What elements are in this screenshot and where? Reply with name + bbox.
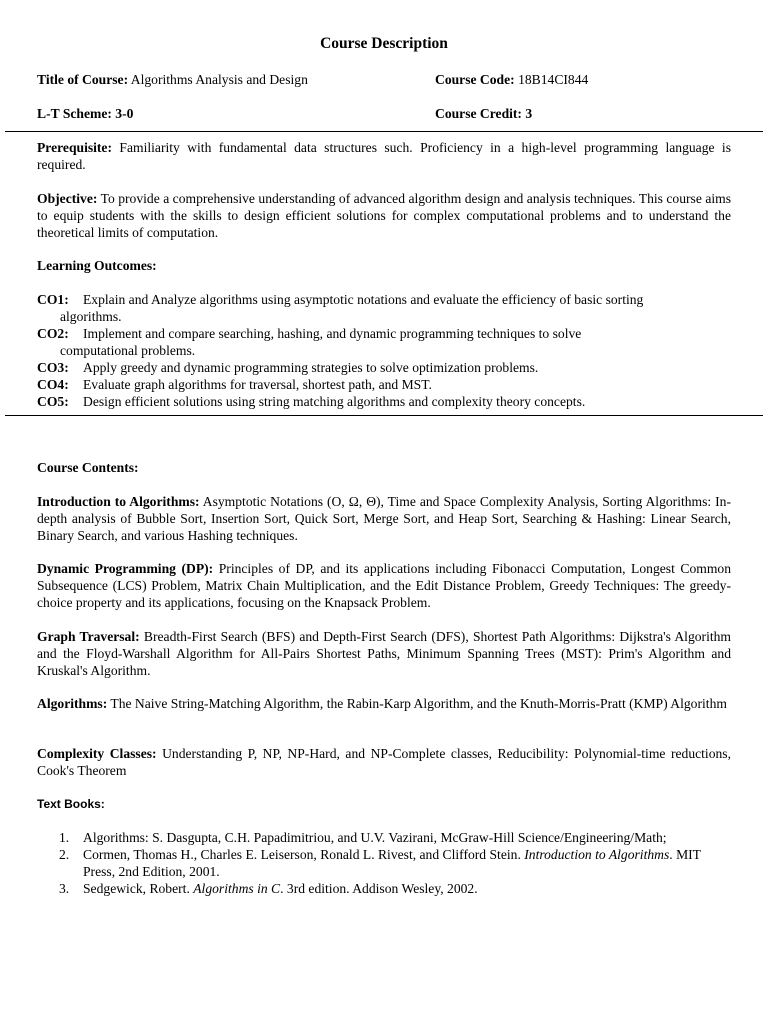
text-book-citation: Sedgewick, Robert. xyxy=(83,881,194,896)
text-book-number: 1. xyxy=(59,830,70,845)
outcome-item xyxy=(37,359,731,376)
prerequisite-label: Prerequisite: xyxy=(37,140,112,155)
text-books-heading: Text Books: xyxy=(37,797,105,811)
text-book-title: Algorithms in C xyxy=(193,881,281,896)
course-credit-field xyxy=(435,105,532,122)
page-title: Course Description xyxy=(320,35,448,52)
contents-section-text: The Naive String-Matching Algorithm, the Rabin-Karp Algorithm, and the Knuth-Morris-Pratt (KMP) Algorithm xyxy=(110,696,727,711)
prerequisite-paragraph xyxy=(37,139,731,173)
outcome-text-continued: algorithms. xyxy=(60,309,122,324)
text-book-number: 2. xyxy=(59,847,70,862)
contents-section-text: Breadth-First Search (BFS) and Depth-First Search (DFS), Shortest Path Algorithms: Dijkstra's Algorithm and the Floyd-Warshall Algorithm for All-Pairs Shortest Paths, Minimum Spanning Trees (MST): Prim's Algorithm and Kruskal's Algorithm. xyxy=(37,629,732,678)
outcome-text-continued: computational problems. xyxy=(60,343,196,358)
text-books-list xyxy=(60,829,731,897)
outcome-text: Apply greedy and dynamic programming strategies to solve optimization problems. xyxy=(83,360,539,375)
outcome-tag: CO1: xyxy=(37,292,69,307)
text-book-title: Introduction to Algorithms xyxy=(524,847,670,862)
text-book-publisher: . MIT Press, 2nd Edition, 2001. xyxy=(83,847,701,879)
text-book-citation: Cormen, Thomas H., Charles E. Leiserson, Ronald L. Rivest, and Clifford Stein. xyxy=(83,847,525,862)
outcome-tag: CO2: xyxy=(37,326,69,341)
divider-top xyxy=(5,131,763,132)
text-book-item xyxy=(60,880,731,897)
outcome-tag: CO3: xyxy=(37,360,69,375)
contents-section-text: Asymptotic Notations (O, Ω, Θ), Time and Space Complexity Analysis, Sorting Algorithms: In-depth analysis of Bubble Sort, Insertion Sort, Quick Sort, Merge Sort, and Heap Sort, Searching & Hashing: Linear Search, Binary Search, and various Hashing techniques. xyxy=(37,494,732,543)
outcome-item xyxy=(37,393,731,410)
contents-section-label: Algorithms: xyxy=(37,696,108,711)
contents-section xyxy=(37,628,731,679)
outcome-tag: CO4: xyxy=(37,377,69,392)
contents-section-text: Principles of DP, and its applications including Fibonacci Computation, Longest Common Subsequence (LCS) Problem, Matrix Chain Multiplication, and the Edit Distance Problem, Greedy Techniques: The greedy-choice property and its applications, focusing on the Knapsack Problem. xyxy=(37,561,731,610)
text-book-item xyxy=(60,829,731,846)
text-book-publisher: . 3rd edition. Addison Wesley, 2002. xyxy=(280,881,478,896)
outcome-text: Design efficient solutions using string matching algorithms and complexity theory concepts. xyxy=(83,394,586,409)
text-book-citation: Algorithms: S. Dasgupta, C.H. Papadimitriou, and U.V. Vazirani, McGraw-Hill Science/Engineering/Math; xyxy=(83,830,667,845)
course-code-field xyxy=(435,71,588,88)
course-title-value: Algorithms Analysis and Design xyxy=(130,72,308,87)
objective-label: Objective: xyxy=(37,191,98,206)
objective-text: To provide a comprehensive understanding of advanced algorithm design and analysis techniques. This course aims to equip students with the skills to design efficient solutions for complex computational problems and to understand the theoretical limits of computation. xyxy=(37,191,732,240)
outcome-text: Explain and Analyze algorithms using asymptotic notations and evaluate the efficiency of basic sorting xyxy=(83,292,644,307)
outcome-text: Evaluate graph algorithms for traversal, shortest path, and MST. xyxy=(83,377,432,392)
contents-section-label: Introduction to Algorithms: xyxy=(37,494,200,509)
contents-section xyxy=(37,695,731,712)
contents-section-text: Understanding P, NP, NP-Hard, and NP-Complete classes, Reducibility: Polynomial-time reductions, Cook's Theorem xyxy=(37,746,731,778)
divider-middle xyxy=(5,415,763,416)
contents-section-label: Complexity Classes: xyxy=(37,746,157,761)
prerequisite-text: Familiarity with fundamental data structures such. Proficiency in a high-level programming language is required. xyxy=(37,140,731,172)
outcome-item xyxy=(37,376,731,393)
text-book-item xyxy=(60,846,731,880)
learning-outcomes-list xyxy=(37,291,731,410)
text-book-number: 3. xyxy=(59,881,70,896)
contents-section xyxy=(37,493,731,544)
objective-paragraph xyxy=(37,190,731,241)
outcome-item xyxy=(37,291,731,325)
course-code-value: 18B14CI844 xyxy=(518,72,589,87)
course-code-label: Course Code: xyxy=(435,72,515,87)
outcome-item xyxy=(37,325,731,359)
course-credit-label: Course Credit: 3 xyxy=(435,106,533,121)
lt-scheme-field xyxy=(37,105,133,122)
contents-section xyxy=(37,745,731,779)
contents-section-label: Graph Traversal: xyxy=(37,629,140,644)
course-title-label: Title of Course: xyxy=(37,72,129,87)
learning-outcomes-heading: Learning Outcomes: xyxy=(37,258,157,273)
lt-scheme-label: L-T Scheme: 3-0 xyxy=(37,106,134,121)
outcome-tag: CO5: xyxy=(37,394,69,409)
contents-section xyxy=(37,560,731,611)
contents-section-label: Dynamic Programming (DP): xyxy=(37,561,214,576)
outcome-text: Implement and compare searching, hashing, and dynamic programming techniques to solve xyxy=(83,326,582,341)
course-contents-heading: Course Contents: xyxy=(37,460,139,475)
course-title-field xyxy=(37,71,308,88)
